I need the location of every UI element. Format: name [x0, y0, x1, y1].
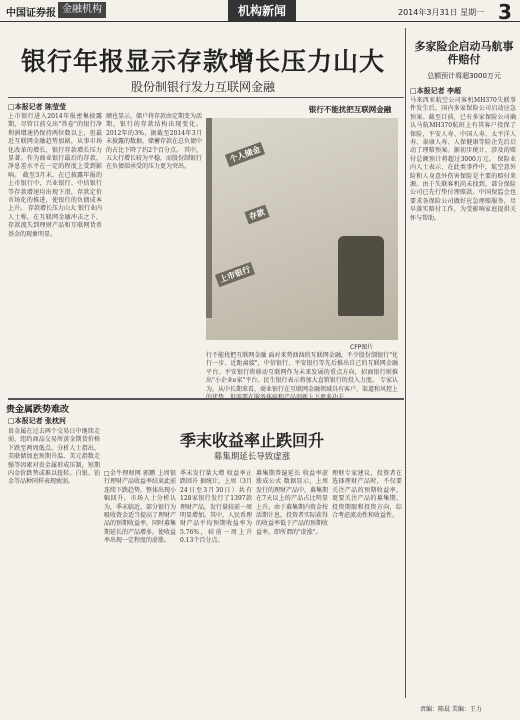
section-tag: 金融机构 — [58, 2, 106, 18]
gold-headline: 贵金属跌势难改 — [6, 405, 70, 415]
second-headline: 季末收益率止跌回升 — [179, 431, 324, 450]
second-column-3: 募集期普遍延长 收益率虚涨成公式 数据显示，上周发行的理财产品中，募集期在7天以上的产品占比明显上升。由于募集期内资金按活期计息，投资者实际获得的收益率低于产品的预期收益率，即所谓的"虚涨"。 — [256, 470, 329, 536]
lead-kicker: 银行不能扰把互联网金融 — [308, 105, 392, 114]
sidebar-body: 马来西亚航空公司客机MH370失联事件发生后，国内多家保险公司启动应急预案。截至目前，已有多家保险公司确认马航MH370航班上有其客户投保了保险，平安人寿、中国人寿、太平洋人寿、泰康人寿、人保健康等险企先后启动了理赔预案。据初步统计，涉及的赔付总额预计将超过3000万元。 保险业内人士表示，在此类事件中，航空意外险和人身意外伤害保险是主要的赔付来源。由于失联客机尚未找到，部分保险公司已先行垫付理赔款。中国保监会也要求各保险公司做好应急理赔服务，尽早落实赔付工作，为受影响家庭提供关怀与帮助。 — [410, 97, 516, 222]
photo-credit: CFP图片 — [350, 344, 374, 351]
divider — [8, 398, 404, 400]
lead-column-1: 上市银行进入2014年报密集披露期，尽管目前交出"答卷"的银行净利润增速仍保持两位数以上，但最近互联网金融趋势加剧，从事市场化改革的增长，银行存款增长压力显著。作为商业银行最后的存款，净息差水平在一定的程度上受到影响。 截至3月末，在已披露年报的上市银行中，兴业银行、中信银行等存款增速均出现下滑，存款定价市场化的推进，使银行的负债成本上升。 存款增长压力山大 银行业内人士称，在互联网金融冲击之下，存款流失到理财产品和互联网货币基金的现象明显。 — [8, 113, 102, 238]
page-footer: 责编：陈晨 美编：王力 — [420, 706, 482, 713]
issue-date: 2014年3月31日 星期一 — [398, 8, 485, 17]
photo-chair — [338, 236, 384, 316]
photo-label: 存款 — [244, 205, 269, 225]
gold-body: 贵金属在过去两个交易日中继续走弱，纽约商品交易所黄金期货价格下跌至两周低点。分析人士指出，美联储加息预期升温、美元指数走强等因素对贵金属形成压制，短期内金价跌势或难以扭转。白银、铂金等品种同样表现疲弱。 — [8, 428, 100, 486]
section-title: 机构新闻 — [228, 0, 296, 22]
second-subhead: 募集期延长导致虚涨 — [213, 452, 291, 462]
lead-headline: 银行年报显示存款增长压力山大 — [20, 47, 385, 76]
lead-column-3: 行不能扰把互联网金融 面对来势汹汹的互联网金融，不少股份制银行"化行一步、近距离接"，中信银行、平安银行等先后推出自己的互联网金融平台。平安银行将移动互联网作为未来发展的重点方向，招商银行则推出"小企业e家"平台。民生银行表示将加大直销银行的投入力度。 专家认为，从中长期来看，商业银行在互联网金融领域具有客户、渠道和风控上 — [206, 352, 399, 393]
second-column-1: □金牛理财网 郭鹏 上周银行理财产品收益率结束此前连续下跌趋势，整体出现小幅回升。市场人士分析认为，季末临近，部分银行为吸收资金适当提高了理财产品的预期收益率，同时募集期延长的产品增多，使收益率出现一定程度的虚涨。 — [104, 470, 177, 545]
sidebar-headline: 多家险企启动马航事件赔付 — [414, 40, 514, 66]
paper-name: 中国证券报 — [6, 8, 56, 19]
lead-photo — [206, 118, 398, 340]
gold-byline: □本报记者 张枕河 — [8, 417, 67, 425]
lead-subhead: 股份制银行发力互联网金融 — [130, 80, 275, 94]
column-divider — [405, 28, 406, 698]
sidebar-subhead: 总额预计将超3000万元 — [427, 72, 501, 80]
second-column-4: 理财专家建议，投资者在选择理财产品时，不仅要关注产品的预期收益率，更要关注产品的募集期、投资期限和投资方向，综合考虑流动性和收益性。 — [332, 470, 402, 520]
page-number: 3 — [498, 0, 512, 24]
lead-column-2: 额也显示，储户将存款由定期变为活期，银行的存款结构出现变化。2012年的3%，据截至2014年3月末披露的数据，储蓄存款在总负债中的占比下降了约2个百分点。 其中，五大行增长较为平稳，而股份制银行在负债端承受的压力更为突出。 — [106, 113, 203, 171]
photo-label: 上市银行 — [215, 262, 255, 287]
photo-label: 个人储金 — [225, 142, 265, 167]
masthead — [0, 0, 520, 22]
divider — [8, 97, 404, 98]
lead-byline: □本报记者 陈莹莹 — [8, 103, 67, 111]
second-column-2: 季末发行量大增 收益率止跌回升 据统计，上周（3月24日至3月30日）共有128家银行发行了1397款理财产品，发行量较前一周明显增加。其中，人民币理财产品平均预期收益率为5.76%，较前一周上升0.13个百分点。 — [180, 470, 253, 545]
sidebar-byline: □本报记者 李超 — [410, 87, 462, 95]
